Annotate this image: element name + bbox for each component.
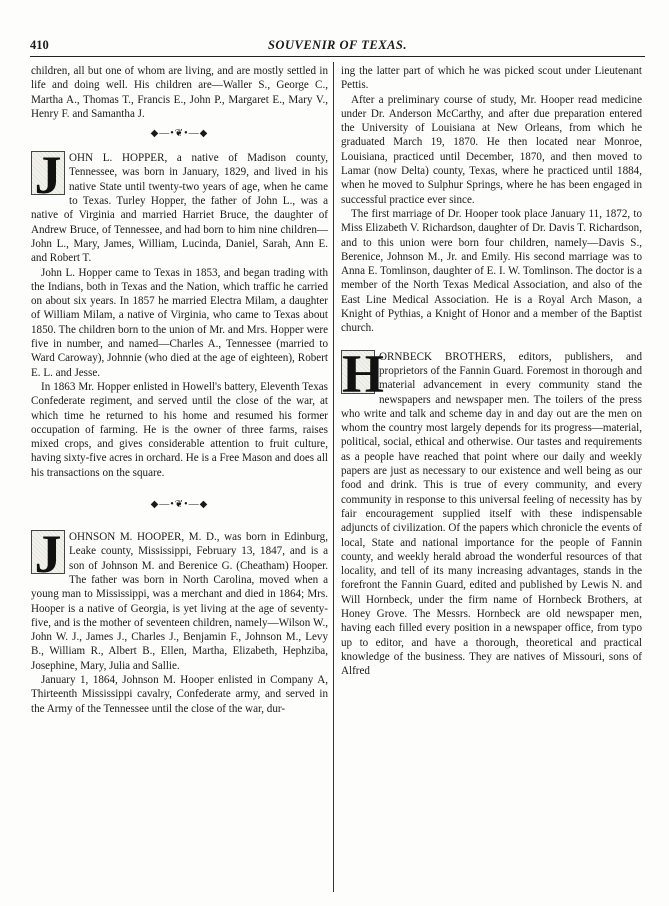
- paragraph-continuation: children, all but one of whom are living, and are mostly settled in life and doing well. His children are—Waller S., George C., Martha A., Thomas T., Francis E., John P., Margaret E., Mary V., Henry F. and Samantha J.: [31, 65, 328, 120]
- bio-paragraph-marriage: The first marriage of Dr. Hooper took place January 11, 1872, to Miss Elizabeth V. Richardson, daughter of Dr. Davis T. Richardson, and to this union were born four children, namely—Davis S., Berenice, Johnson M., Jr. and Emily. His second marriage was to Anna E. Tomlinson, daughter of E. I. W. Tomlinson. The doctor is a member of the North Texas Medical Association, and also of the East Line Medical Association. He is a Royal Arch Mason, a Knight of Pythias, a Knight of Honor and a member of the Baptist church.: [341, 207, 642, 335]
- right-column: [341, 64, 642, 678]
- bio-text: ORNBECK BROTHERS, editors, publishers, and proprietors of the Fannin Guard. Foremost in thorough and material advancement in every community stand the newspapers and newspaper men. The toilers of the press who write and talk and scheme day in and day out are the men on whom the country most largely depends for its progress—material, political, social, ethical and otherwise. Our tastes and requirements as a people have reached that point where our daily and weekly papers are just as necessary to our existence and well being as our food and drink. This is true of every community, and every community in response to this universal feeling of necessity has by fair encouragement supplied itself with these indispensable adjuncts of civilization. Of the papers which chronicle the events of local, State and national importance for the people of Fannin county, and weekly herald abroad the wonderful resources of that locality, and tell of its many increasing advantages, stands in the forefront the Fannin Guard, edited and published by Lewis N. and Will Hornbeck, under the firm name of Hornbeck Brothers, at Honey Grove. The Messrs. Hornbeck are old newspaper men, having each filled every position in a newspaper office, from typo up to editor, and have a thorough, theoretical and practical knowledge of the business. They are natives of Missouri, sons of Alfred: [341, 350, 642, 678]
- biography-john-l-hopper: [31, 151, 328, 265]
- bio-paragraph-1: [341, 350, 642, 679]
- drop-cap: H: [342, 349, 385, 404]
- bio-paragraph-2: John L. Hopper came to Texas in 1853, and began trading with the Indians, both in Texas and the Nation, which traffic he carried on about six years. In 1857 he married Electra Milam, a daughter of William Milam, a native of Virginia, who came to Texas about 1850. The children born to the union of Mr. and Mrs. Hopper were five in number, and named—Charles A., Tennessee (married to Ward Caroway), Johnnie (who died at the age of eighteen), Robert E. L. and Jesse.: [31, 266, 328, 379]
- bio-paragraph-1: [31, 151, 328, 265]
- bio-paragraph-3: In 1863 Mr. Hopper enlisted in Howell's battery, Eleventh Texas Confederate regiment, and served until the close of the war, at which time he returned to his home and resumed his former occupation of farming. He is the owner of three farms, raises mixed crops, and gives considerable attention to fruit culture, having sixty-five acres in orchard. He is a Free Mason and does all his transactions on the square.: [31, 380, 328, 479]
- biography-hornbeck-brothers: [341, 350, 642, 679]
- left-column: [31, 64, 328, 716]
- bio-paragraph-2: January 1, 1864, Johnson M. Hooper enlisted in Company A, Thirteenth Mississippi cavalry, Confederate army, and served in the Army of the Tennessee until the close of the war, dur-: [31, 673, 328, 715]
- drop-cap: J: [31, 530, 65, 574]
- bio-paragraph-1: [31, 530, 328, 673]
- drop-cap: J: [31, 151, 65, 195]
- ornament-divider: ◆—•❦•—◆: [150, 499, 209, 511]
- ornament-divider: ◆—•❦•—◆: [150, 128, 209, 140]
- page-number: 410: [30, 38, 49, 52]
- section-gap: [341, 336, 642, 350]
- bio-paragraph-education: After a preliminary course of study, Mr. Hooper read medicine under Dr. Anderson McCarthy, and after due preparation entered the University of Louisiana at New Orleans, from which he graduated March 19, 1870. He then located near Monroe, Louisiana, practiced until December, 1870, and then moved to Lamar (now Delta) county, Texas, where he practiced until 1884, when he moved to Sulphur Springs, where he has been engaged in successful practice ever since.: [341, 93, 642, 206]
- column-rule: [333, 62, 334, 892]
- bio-text: OHN L. HOPPER, a native of Madison county, Tennessee, was born in January, 1829, and lived in his native State until twenty-two years of age, when he came to Texas. Turley Hopper, the father of John L., was a native of Virginia and married Harriet Bruce, the daughter of Andrew Bruce, of Tennessee, and had born to him nine children—John L., Mary, James, William, Lucinda, Daniel, Sarah, Ann E. and Robert T.: [31, 152, 328, 265]
- running-head: SOUVENIR OF TEXAS.: [267, 38, 408, 52]
- biography-johnson-m-hooper: [31, 530, 328, 673]
- page-header: [30, 36, 645, 57]
- paragraph-continuation: ing the latter part of which he was picked scout under Lieutenant Pettis.: [341, 65, 642, 92]
- bio-text: OHNSON M. HOOPER, M. D., was born in Edinburg, Leake county, Mississippi, February 13, 1847, and is a son of Johnson M. and Berenice G. (Cheatham) Hooper. The father was born in North Carolina, moved when a young man to Mississippi, was a merchant and died in 1864; Mrs. Hooper is a native of Georgia, is yet living at the age of seventy-five, and is the mother of seventeen children, namely—Wilson W., John W. J., James J., Charles J., Benjamin F., Johnson M., Levy B., William R., Albert B., Ellen, Martha, Elizabeth, Hephziba, Josephine, Mary, Julia and Sallie.: [31, 531, 328, 672]
